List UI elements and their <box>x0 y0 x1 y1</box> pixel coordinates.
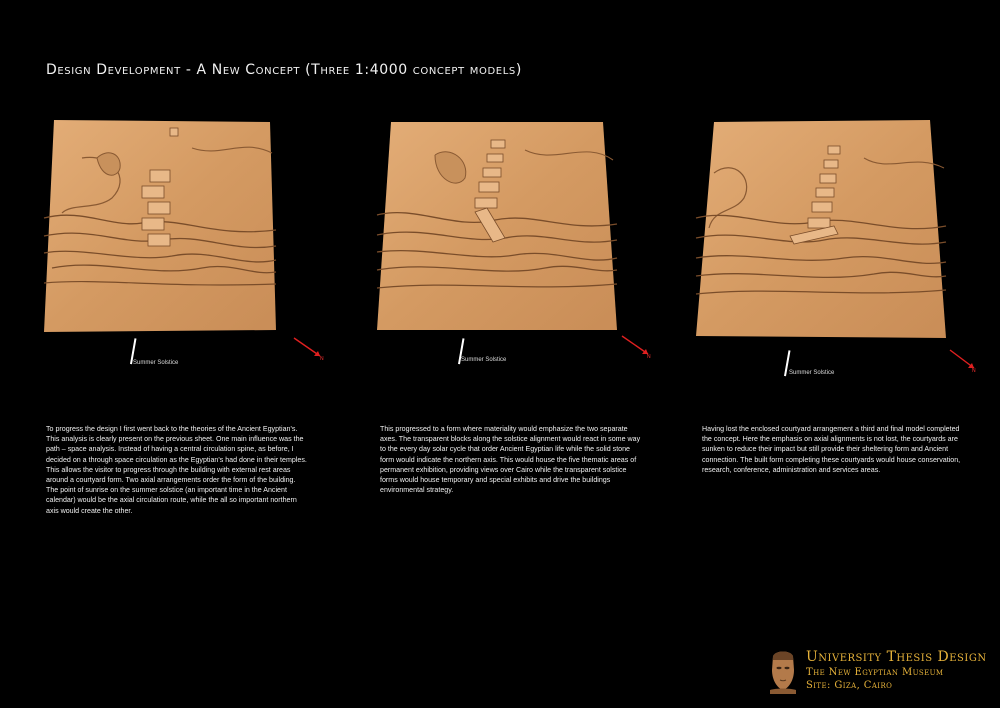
description-model-2: This progressed to a form where materiality would emphasize the two separate axes. The transparent blocks along the solstice alignment would react in some way to the every day solar cycle that order Ancient Egyptian life while the solid stone form would indicate the northern axis. This would house the five thematic areas of permanent exhibition, providing views over Cairo while the transparent solstice forms would house temporary and special exhibits and drive the buildings environmental strategy. <box>380 425 641 495</box>
solstice-label-1: Summer Solstice <box>133 360 179 366</box>
footer-project-name: The New Egyptian Museum <box>806 667 944 678</box>
solstice-label-2: Summer Solstice <box>461 357 507 363</box>
footer-site: Site: Giza, Cairo <box>806 680 893 691</box>
north-arrow-3 <box>948 348 982 379</box>
north-label-2: N <box>647 354 651 360</box>
solstice-label-3: Summer Solstice <box>789 370 835 376</box>
north-arrow-1 <box>292 336 326 367</box>
footer-title-block <box>806 649 987 691</box>
sheet-title: Design Development - A New Concept (Three 1:4000 concept models) <box>46 62 522 78</box>
egyptian-portrait-logo <box>764 648 802 694</box>
concept-model-3-photo <box>694 118 948 340</box>
north-arrow-2 <box>620 334 654 365</box>
north-label-1: N <box>320 356 324 362</box>
footer-course-title: University Thesis Design <box>806 649 987 665</box>
north-label-3: N <box>972 368 976 374</box>
description-model-3: Having lost the enclosed courtyard arrangement a third and final model completed the concept. Here the emphasis on axial alignments is not lost, the courtyards are sunken to reduce their impact but still provide their sheltering form and Ancient connection. The built form completing these courtyards would house conservation, research, conference, administration and services areas. <box>702 425 961 474</box>
concept-model-1-photo <box>42 118 278 334</box>
description-model-1: To progress the design I first went back to the theories of the Ancient Egyptian's. This analysis is clearly present on the previous sheet. One main influence was the path – space analysis. Instead of having a central circulation spine, as before, I decided on a through space circulation as the Egyptian's had done in their temples. This allows the visitor to progress through the building with external rest areas around a courtyard form. Two axial arrangements order the form of the building. The point of sunrise on the summer solstice (an important time in the Ancient calendar) would be the axial circulation route, while the all so important northern axis would create the other. <box>46 425 307 515</box>
concept-model-2-photo <box>375 120 619 332</box>
